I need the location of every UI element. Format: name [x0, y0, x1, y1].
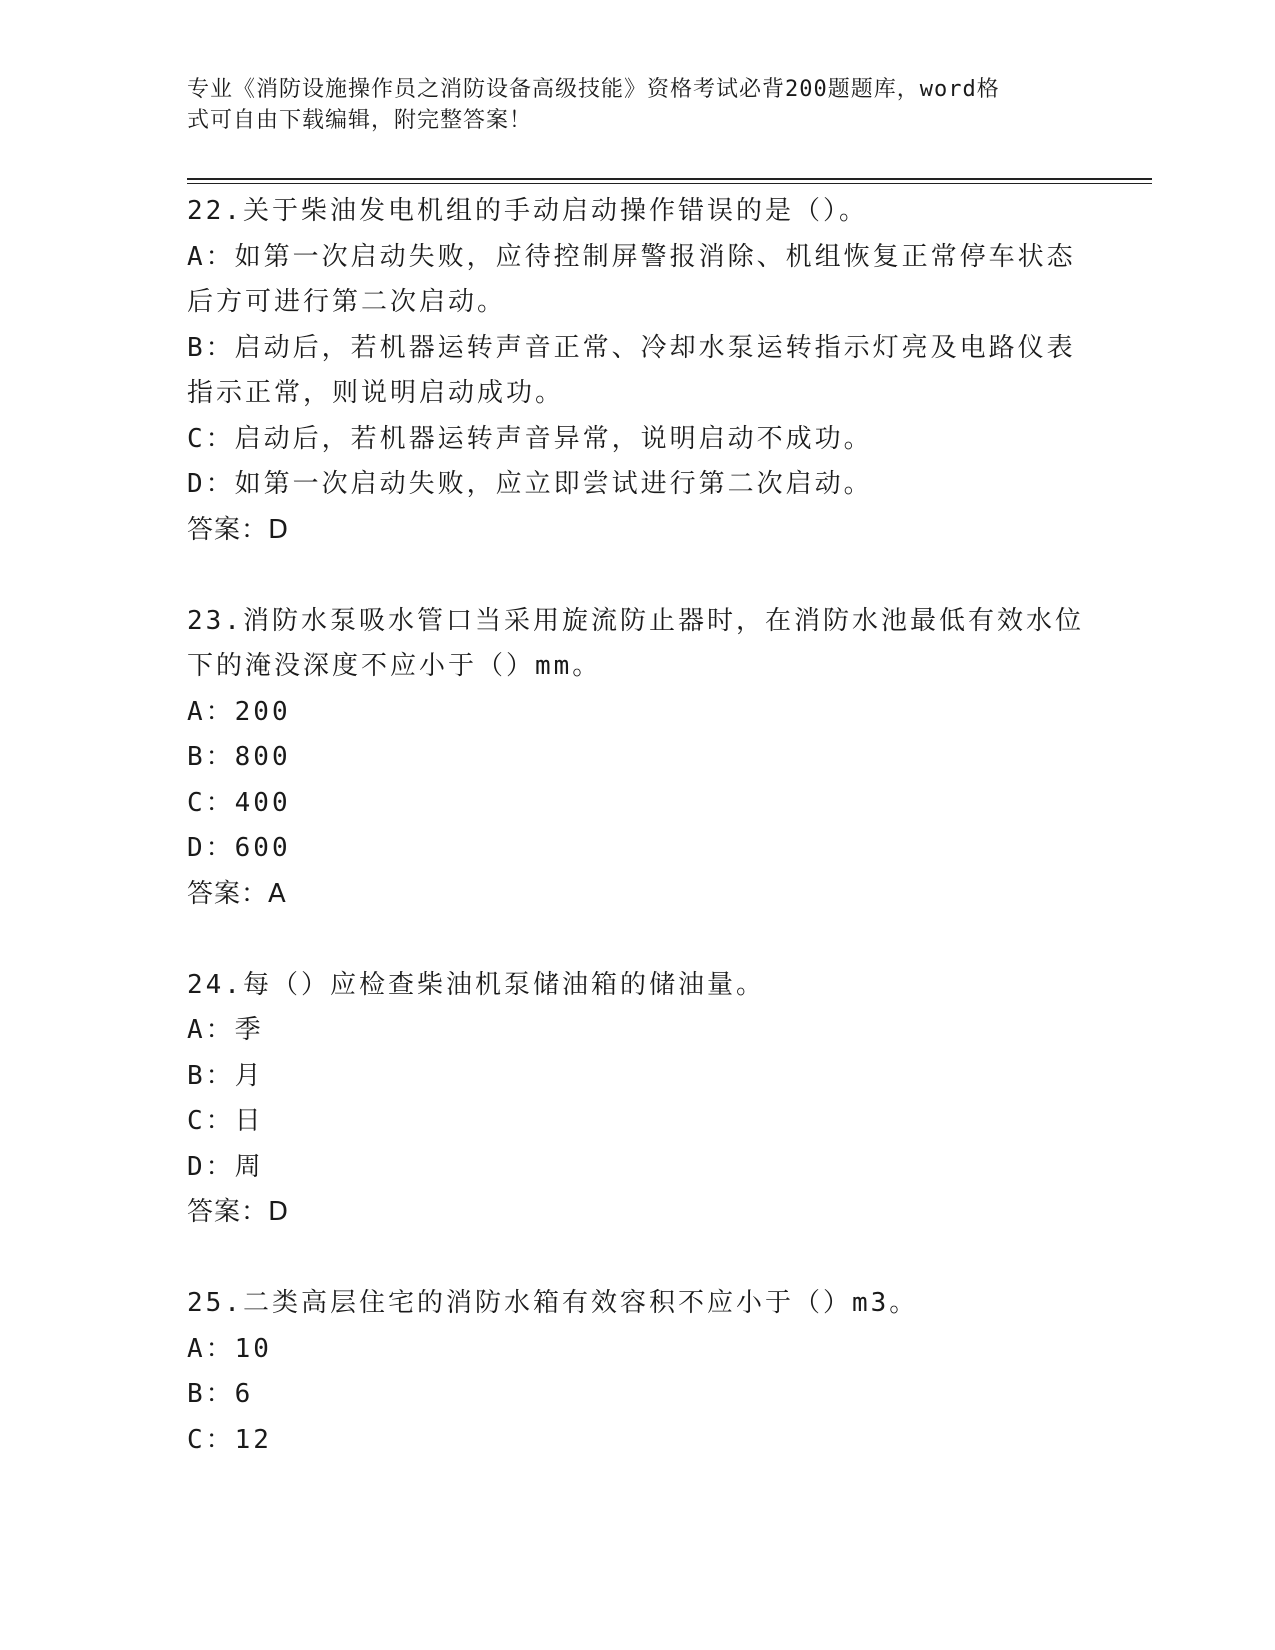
option-c: C：12 — [187, 1424, 272, 1455]
option-c: C：400 — [187, 787, 291, 818]
spacer — [187, 917, 1087, 963]
question-23 — [187, 599, 1087, 918]
question-stem-continued: 下的淹没深度不应小于（）mm。 — [187, 651, 602, 681]
option-c: C：日 — [187, 1106, 264, 1136]
question-24 — [187, 963, 1087, 1236]
document-header — [187, 74, 1067, 136]
option-d: D：如第一次启动失败，应立即尝试进行第二次启动。 — [187, 469, 873, 499]
spacer — [187, 553, 1087, 599]
header-line-2: 式可自由下载编辑，附完整答案！ — [187, 108, 533, 133]
question-stem: 22.关于柴油发电机组的手动启动操作错误的是（）。 — [187, 196, 868, 226]
option-a-continued: 后方可进行第二次启动。 — [187, 287, 507, 317]
answer: 答案：A — [187, 878, 287, 909]
header-divider-thin — [187, 183, 1152, 184]
option-a: A：季 — [187, 1015, 264, 1045]
header-divider-thick — [187, 178, 1152, 180]
question-stem: 25.二类高层住宅的消防水箱有效容积不应小于（）m3。 — [187, 1288, 919, 1318]
option-b-continued: 指示正常，则说明启动成功。 — [187, 378, 565, 408]
answer: 答案：D — [187, 1197, 290, 1227]
question-stem: 23.消防水泵吸水管口当采用旋流防止器时，在消防水池最低有效水位 — [187, 605, 1084, 636]
option-b: B：月 — [187, 1060, 264, 1091]
question-25 — [187, 1281, 1087, 1463]
option-a: A：200 — [187, 696, 291, 727]
question-list — [187, 189, 1087, 1463]
question-22 — [187, 189, 1087, 553]
option-d: D：周 — [187, 1151, 264, 1182]
option-c: C：启动后，若机器运转声音异常，说明启动不成功。 — [187, 423, 873, 454]
option-a: A：10 — [187, 1333, 272, 1364]
option-a: A：如第一次启动失败，应待控制屏警报消除、机组恢复正常停车状态 — [187, 241, 1076, 272]
answer: 答案：D — [187, 514, 290, 545]
spacer — [187, 1236, 1087, 1282]
option-b: B：6 — [187, 1379, 254, 1409]
option-b: B：800 — [187, 742, 291, 772]
header-line-1: 专业《消防设施操作员之消防设备高级技能》资格考试必背200题题库，word格 — [187, 77, 1000, 102]
question-stem: 24.每（）应检查柴油机泵储油箱的储油量。 — [187, 969, 765, 1000]
option-b: B：启动后，若机器运转声音正常、冷却水泵运转指示灯亮及电路仪表 — [187, 332, 1076, 363]
option-d: D：600 — [187, 833, 291, 863]
